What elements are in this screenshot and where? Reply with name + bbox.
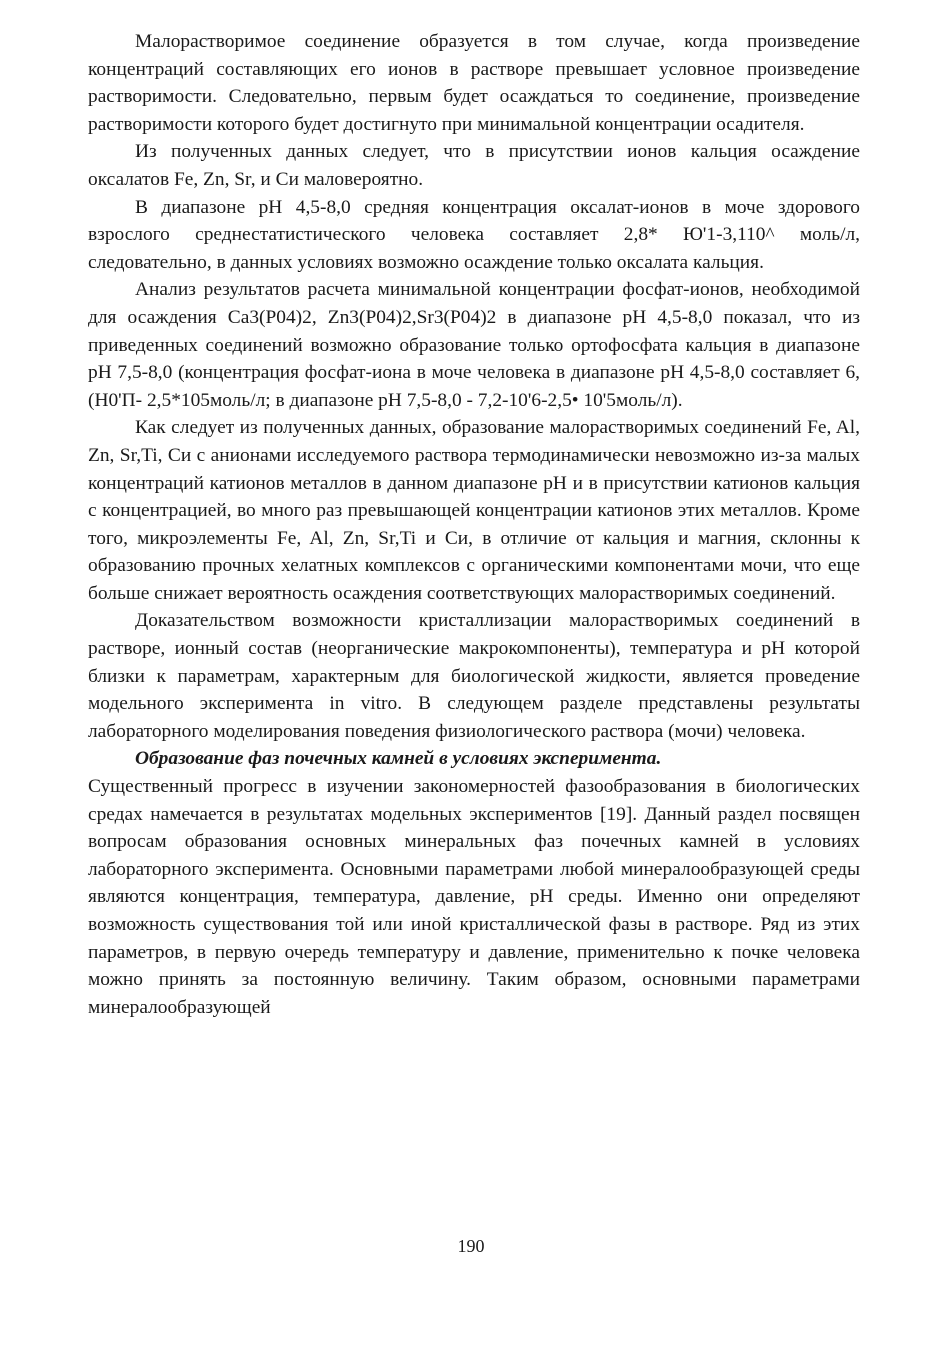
paragraph-2: Из полученных данных следует, что в присутствии ионов кальция осаждение оксалатов Fe, Zn, Sr, и Си маловероятно.: [88, 141, 860, 190]
section-heading: Образование фаз почечных камней в условиях эксперимента.: [135, 748, 662, 770]
section-body: Существенный прогресс в изучении закономерностей фазообразования в биологических средах намечается в результатах модельных экспериментов [19]. Данный раздел посвящен вопросам образования основных минеральных фаз почечных камней в условиях лабораторного эксперимента. Основными параметрами любой минералообразующей среды являются концентрация, температура, давление, pH среды. Именно они определяют возможность существования той или иной кристаллической фазы в растворе. Ряд из этих параметров, в первую очередь температуру и давление, применительно к почке человека можно принять за постоянную величину. Таким образом, основными параметрами минералообразующей: [88, 776, 860, 1018]
section-paragraph: [88, 745, 860, 1021]
paragraph-6: Доказательством возможности кристаллизации малорастворимых соединений в растворе, ионный состав (неорганические макрокомпоненты), температура и pH которой близки к параметрам, характерным для биологической жидкости, является проведение модельного эксперимента in vitro. В следующем разделе представлены результаты лабораторного моделирования поведения физиологического раствора (мочи) человека.: [88, 610, 860, 742]
paragraph-3: В диапазоне pH 4,5-8,0 средняя концентрация оксалат-ионов в моче здорового взрослого среднестатистического человека составляет 2,8* Ю'1-3,110^ моль/л, следовательно, в данных условиях возможно осаждение только оксалата кальция.: [88, 196, 860, 273]
paragraph-1: Малорастворимое соединение образуется в том случае, когда произведение концентраций составляющих его ионов в растворе превышает условное произведение растворимости. Следовательно, первым будет осаждаться то соединение, произведение растворимости которого будет достигнуто при минимальной концентрации осадителя.: [88, 31, 860, 135]
paragraph-5: Как следует из полученных данных, образование малорастворимых соединений Fe, Al, Zn, Sr,Ti, Си с анионами исследуемого раствора термодинамически невозможно из-за малых концентраций катионов металлов в данном диапазоне pH и в присутствии катионов кальция с концентрацией, во много раз превышающей концентрации катионов этих металлов. Кроме того, микроэлементы Fe, Al, Zn, Sr,Ti и Си, в отличие от кальция и магния, склонны к образованию прочных хелатных комплексов с органическими компонентами мочи, что еще больше снижает вероятность осаждения соответствующих малорастворимых соединений.: [88, 417, 860, 604]
page-number: 190: [457, 1236, 485, 1256]
paragraph-4: Анализ результатов расчета минимальной концентрации фосфат-ионов, необходимой для осаждения Ca3(P04)2, Zn3(P04)2,Sr3(P04)2 в диапазоне pH 4,5-8,0 показал, что из приведенных соединений возможно образование только ортофосфата кальция в диапазоне pH 7,5-8,0 (концентрация фосфат-иона в моче человека в диапазоне pH 4,5-8,0 составляет 6,(Н0'П- 2,5*105моль/л; в диапазоне pH 7,5-8,0 - 7,2-10'6-2,5• 10'5моль/л).: [88, 279, 860, 411]
page-body: [88, 28, 860, 1021]
